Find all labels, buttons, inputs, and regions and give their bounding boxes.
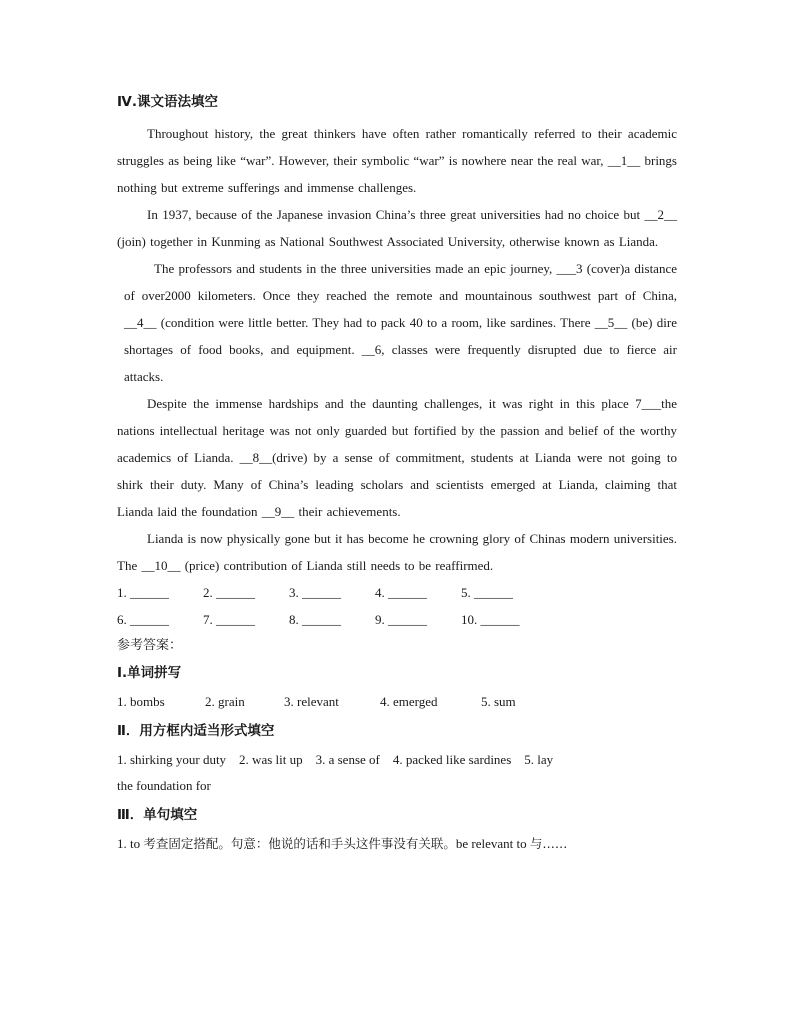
answer-1: 1. bombs xyxy=(117,694,165,709)
answer-explanation: 考查固定搭配。句意：他说的话和手头这件事没有关联。 xyxy=(143,836,456,851)
section-1-answers xyxy=(117,689,677,715)
answer-tail: 与…… xyxy=(529,836,568,851)
blank-6[interactable]: 6. ______ xyxy=(117,612,169,627)
passage-paragraph-2: In 1937, because of the Japanese invasion China’s three great universities had no choice but __2__ (join) together in Kunming as National Southwest Associated University, otherwise known as Lianda. xyxy=(117,207,677,249)
answer-prefix: 1. to xyxy=(117,836,144,851)
blank-10[interactable]: 10. ______ xyxy=(461,612,520,627)
section-1-heading: I.单词拼写 xyxy=(117,665,182,681)
answer-4: 4. emerged xyxy=(380,694,438,709)
blank-5[interactable]: 5. ______ xyxy=(461,585,513,600)
blank-9[interactable]: 9. ______ xyxy=(375,612,427,627)
document-content xyxy=(117,92,677,857)
passage-paragraph-5: Lianda is now physically gone but it has become he crowning glory of Chinas modern universities. The __10__ (price) contribution of Lianda still needs to be reaffirmed. xyxy=(117,531,677,573)
section-2-answers-line-1: 1. shirking your duty 2. was lit up 3. a sense of 4. packed like sardines 5. lay xyxy=(117,752,554,767)
blank-1[interactable]: 1. ______ xyxy=(117,585,169,600)
passage-paragraph-3: The professors and students in the three universities made an epic journey, ___3 (cover)a distance of over2000 kilometers. Once they reached the remote and mountainous southwest part of China, __4__ (condition were little better. They had to pack 40 to a room, like sardines. There __5__ (be) dire shortages of food books, and equipment. __6, classes were frequently disrupted due to fierce air attacks. xyxy=(124,261,677,384)
blank-8[interactable]: 8. ______ xyxy=(289,612,341,627)
blank-3[interactable]: 3. ______ xyxy=(289,585,341,600)
section-3-heading: Ⅲ．单句填空 xyxy=(117,807,198,823)
passage-paragraph-4: Despite the immense hardships and the daunting challenges, it was right in this place 7___the nations intellectual heritage was not only guarded but fortified by the passion and belief of the worthy academics of Lianda. __8__(drive) by a sense of commitment, students at Lianda were not going to shirk their duty. Many of China’s leading scholars and scientists emerged at Lianda, claiming that Lianda laid the foundation __9__ their achievements. xyxy=(117,396,677,519)
answer-3: 3. relevant xyxy=(284,694,339,709)
blank-2[interactable]: 2. ______ xyxy=(203,585,255,600)
answer-phrase: be relevant to xyxy=(455,836,530,851)
blank-row-2 xyxy=(117,606,677,633)
reference-answers-label: 参考答案： xyxy=(117,638,183,653)
section-2-heading: Ⅱ．用方框内适当形式填空 xyxy=(117,723,275,739)
blank-7[interactable]: 7. ______ xyxy=(203,612,255,627)
section-2-answers-line-2: the foundation for xyxy=(117,778,211,793)
blank-row-1 xyxy=(117,579,677,606)
passage-paragraph-1: Throughout history, the great thinkers have often rather romantically referred to their academic struggles as being like “war”. However, their symbolic “war” is nowhere near the real war, __1__ brings nothing but extreme sufferings and immense challenges. xyxy=(117,126,677,195)
answer-2: 2. grain xyxy=(205,694,245,709)
section-3-answer-1 xyxy=(117,831,677,857)
blank-4[interactable]: 4. ______ xyxy=(375,585,427,600)
section-4-heading: Ⅳ.课文语法填空 xyxy=(117,94,218,110)
answer-5: 5. sum xyxy=(481,694,516,709)
